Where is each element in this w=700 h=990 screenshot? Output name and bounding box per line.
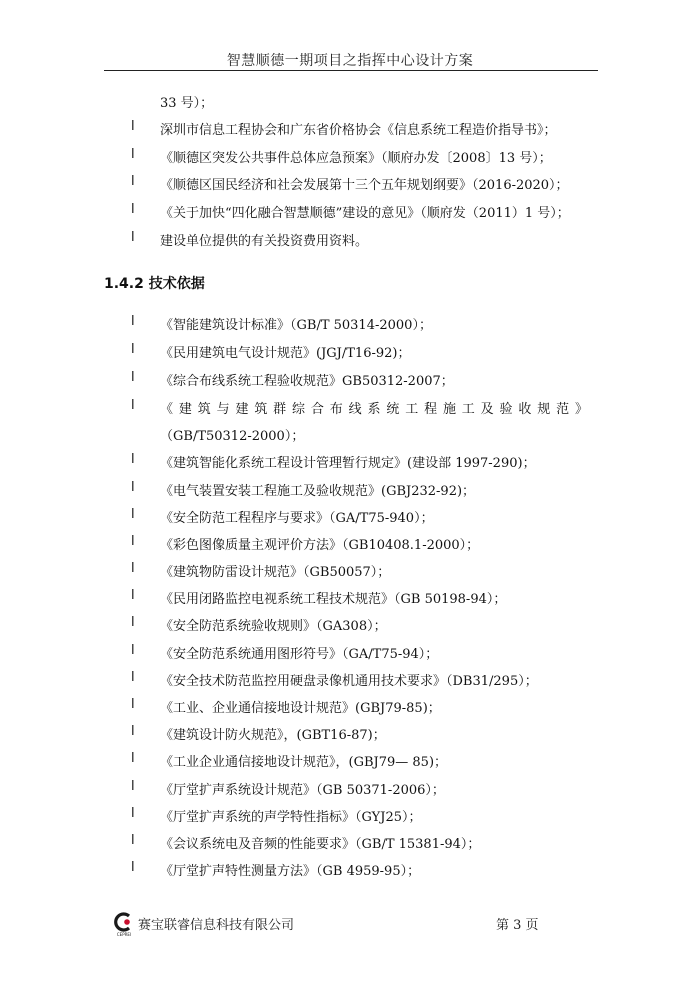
- list-item-text: 《厅堂扩声特性测量方法》（GB 4959-95）；: [160, 864, 421, 879]
- list-item-text: 建设单位提供的有关投资费用资料。: [160, 234, 369, 249]
- list-item-text: 《厅堂扩声系统的声学特性指标》（GYJ25）；: [160, 810, 422, 825]
- section-heading: 1.4.2 技术依据: [104, 276, 205, 292]
- list-item-bullet: l: [131, 643, 135, 658]
- list-item-bullet: l: [131, 806, 135, 821]
- list-item-text: 深圳市信息工程协会和广东省价格协会《信息系统工程造价指导书》；: [160, 123, 557, 138]
- list-item-text: 《顺德区国民经济和社会发展第十三个五年规划纲要》（2016-2020）；: [160, 178, 569, 193]
- list-item-continuation: （GB/T50312-2000）；: [160, 429, 305, 444]
- company-logo-icon: [113, 911, 135, 937]
- list-item-bullet: l: [131, 174, 135, 189]
- list-item-bullet: l: [131, 398, 135, 413]
- list-item-bullet: l: [131, 119, 135, 134]
- list-item-text: 《安全防范系统验收规则》（GA308）；: [160, 619, 387, 634]
- list-item-bullet: l: [131, 670, 135, 685]
- list-item-text: 《建筑物防雷设计规范》（GB50057）；: [160, 565, 391, 580]
- list-item-text: 《安全技术防范监控用硬盘录像机通用技术要求》（DB31/295）；: [160, 674, 538, 689]
- list-item-bullet: l: [131, 860, 135, 875]
- list-item-bullet: l: [131, 588, 135, 603]
- list-item-text: 《会议系统电及音频的性能要求》（GB/T 15381-94）；: [160, 837, 481, 852]
- list-item-bullet: l: [131, 534, 135, 549]
- list-item-text: 《关于加快“四化融合智慧顺德”建设的意见》（顺府发（2011）1 号）；: [160, 206, 570, 221]
- list-item-bullet: l: [131, 480, 135, 495]
- list-item-bullet: l: [131, 370, 135, 385]
- logo-text: CEPREI: [116, 932, 132, 937]
- list-item-text: 《建筑设计防火规范》，(GBT16-87)；: [160, 728, 386, 743]
- list-item-text: 《工业、企业通信接地设计规范》(GBJ79-85)；: [160, 701, 441, 716]
- list-item-text: 《彩色图像质量主观评价方法》（GB10408.1-2000）；: [160, 538, 480, 553]
- list-item-bullet: l: [131, 724, 135, 739]
- list-item-bullet: l: [131, 507, 135, 522]
- list-item-bullet: l: [131, 314, 135, 329]
- list-item-text: 《民用建筑电气设计规范》(JGJ/T16-92)；: [160, 346, 411, 361]
- list-item-bullet: l: [131, 452, 135, 467]
- list-item-text: 《综合布线系统工程验收规范》GB50312-2007；: [160, 374, 454, 389]
- footer-page-number: 第 3 页: [496, 918, 539, 933]
- list-item-bullet: l: [131, 615, 135, 630]
- list-item-bullet: l: [131, 561, 135, 576]
- list-item-text: 《电气装置安装工程施工及验收规范》(GBJ232-92)；: [160, 484, 476, 499]
- list-item-bullet: l: [131, 342, 135, 357]
- list-item-bullet: l: [131, 147, 135, 162]
- list-item-text: 《厅堂扩声系统设计规范》（GB 50371-2006）；: [160, 783, 445, 798]
- list-item-bullet: l: [131, 833, 135, 848]
- list-item-bullet: l: [131, 697, 135, 712]
- list-item-text: 《安全防范工程程序与要求》（GA/T75-940）；: [160, 511, 434, 526]
- list-item-text: 《民用闭路监控电视系统工程技术规范》（GB 50198-94）；: [160, 592, 507, 607]
- header-divider: [104, 70, 598, 71]
- list-item-text: 《工业企业通信接地设计规范》，(GBJ79— 85)；: [160, 755, 448, 770]
- list-item-text: 《顺德区突发公共事件总体应急预案》（顺府办发〔2008〕13 号）；: [160, 151, 552, 166]
- list-item-bullet: l: [131, 779, 135, 794]
- list-item-text: 《安全防范系统通用图形符号》（GA/T75-94）；: [160, 647, 439, 662]
- continuation-text: 33 号）；: [160, 96, 214, 111]
- list-item-text: 《建筑与建筑群综合布线系统工程施工及验收规范》: [160, 402, 588, 417]
- list-item-bullet: l: [131, 202, 135, 217]
- list-item-text: 《智能建筑设计标准》（GB/T 50314-2000）；: [160, 318, 432, 333]
- list-item-bullet: l: [131, 751, 135, 766]
- footer-company-name: 赛宝联睿信息科技有限公司: [138, 918, 295, 933]
- list-item-bullet: l: [131, 230, 135, 245]
- header-title: 智慧顺德一期项目之指挥中心设计方案: [226, 53, 474, 69]
- list-item-text: 《建筑智能化系统工程设计管理暂行规定》(建设部 1997-290)；: [160, 456, 536, 471]
